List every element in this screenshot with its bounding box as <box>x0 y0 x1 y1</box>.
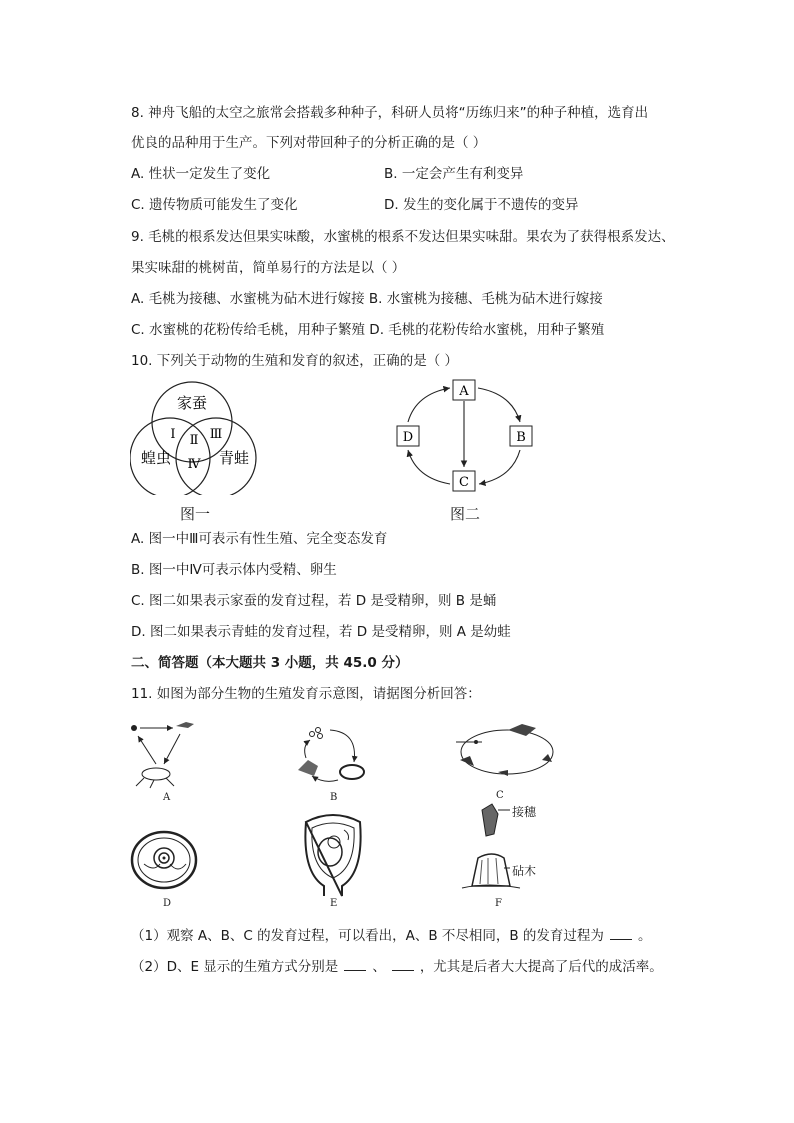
q9-options-cd: C. 水蜜桃的花粉传给毛桃，用种子繁殖 D. 毛桃的花粉传给水蜜桃，用种子繁殖 <box>131 322 605 338</box>
q11-sub1-end: 。 <box>637 928 652 944</box>
figure-b-frog <box>292 722 372 792</box>
q8-stem-line1: 8. 神舟飞船的太空之旅常会搭载多种种子，科研人员将“历练归来”的种子种植，选育出 <box>131 105 649 121</box>
q10-option-a: A. 图一中Ⅲ可表示有性生殖、完全变态发育 <box>131 531 388 547</box>
cycle-diagram <box>390 374 540 499</box>
q10-stem: 10. 下列关于动物的生殖和发育的叙述，正确的是（ ） <box>131 353 459 369</box>
figure-a-label: A <box>163 792 171 803</box>
q9-options-ab: A. 毛桃为接穗、水蜜桃为砧木进行嫁接 B. 水蜜桃为接穗、毛桃为砧木进行嫁接 <box>131 291 603 307</box>
q8-option-a: A. 性状一定发生了变化 <box>131 166 271 182</box>
q11-sub2 <box>131 957 663 977</box>
venn-label-locust: 蝗虫 <box>140 449 172 467</box>
q10-option-d: D. 图二如果表示青蛙的发育过程，若 D 是受精卵，则 A 是幼蛙 <box>131 624 511 640</box>
figure2-caption: 图二 <box>450 505 481 523</box>
figure-c-label: C <box>496 790 504 801</box>
venn-region-2: Ⅱ <box>189 433 199 448</box>
venn-label-silkworm: 家蚕 <box>176 394 208 412</box>
venn-region-1: Ⅰ <box>170 427 176 442</box>
cycle-label-b: B <box>516 430 526 445</box>
q11-sub2-end: ，尤其是后者大大提高了后代的成活率。 <box>419 959 663 975</box>
figure-f-label: F <box>495 898 502 909</box>
q9-stem-line1: 9. 毛桃的根系发达但果实味酸，水蜜桃的根系不发达但果实味甜。果农为了获得根系发达、 <box>131 229 675 245</box>
rootstock-label: 砧木 <box>512 864 537 878</box>
figure-d-egg <box>130 828 200 893</box>
answer-blank-2[interactable] <box>344 958 366 971</box>
q10-option-b: B. 图一中Ⅳ可表示体内受精、卵生 <box>131 562 337 578</box>
figure-d-label: D <box>163 898 172 909</box>
q10-option-c: C. 图二如果表示家蚕的发育过程，若 D 是受精卵，则 B 是蛹 <box>131 593 497 609</box>
figure-b-label: B <box>330 792 338 803</box>
q8-stem-line2: 优良的品种用于生产。下列对带回种子的分析正确的是（ ） <box>131 135 487 151</box>
q11-sub2-sep: 、 <box>372 959 386 975</box>
section-heading: 二、简答题（本大题共 3 小题，共 45.0 分） <box>131 655 409 671</box>
q8-option-b: B. 一定会产生有利变异 <box>384 166 524 182</box>
q8-option-c: C. 遗传物质可能发生了变化 <box>131 197 298 213</box>
q11-sub2-text: （2）D、E 显示的生殖方式分别是 <box>131 959 339 975</box>
answer-blank-3[interactable] <box>392 958 414 971</box>
figure-e-embryo <box>298 812 368 897</box>
venn-region-4: Ⅳ <box>187 457 201 472</box>
q11-sub1-text: （1）观察 A、B、C 的发育过程，可以看出，A、B 不尽相同，B 的发育过程为 <box>131 928 604 944</box>
venn-label-frog: 青蛙 <box>218 449 250 467</box>
venn-region-3: Ⅲ <box>209 427 223 442</box>
scion-label: 接穗 <box>512 805 537 819</box>
q11-sub1 <box>131 926 651 946</box>
q8-option-d: D. 发生的变化属于不遗传的变异 <box>384 197 579 213</box>
cycle-label-d: D <box>402 430 414 445</box>
figure-a-grasshopper <box>128 720 208 800</box>
figure-c-insect <box>452 720 562 785</box>
q11-stem: 11. 如图为部分生物的生殖发育示意图，请据图分析回答： <box>131 686 481 702</box>
figure-e-label: E <box>330 898 338 909</box>
cycle-label-a: A <box>459 384 469 399</box>
cycle-label-c: C <box>459 475 469 490</box>
venn-diagram <box>130 380 265 495</box>
q9-stem-line2: 果实味甜的桃树苗，简单易行的方法是以（ ） <box>131 260 406 276</box>
answer-blank-1[interactable] <box>610 927 632 940</box>
figure1-caption: 图一 <box>180 505 211 523</box>
